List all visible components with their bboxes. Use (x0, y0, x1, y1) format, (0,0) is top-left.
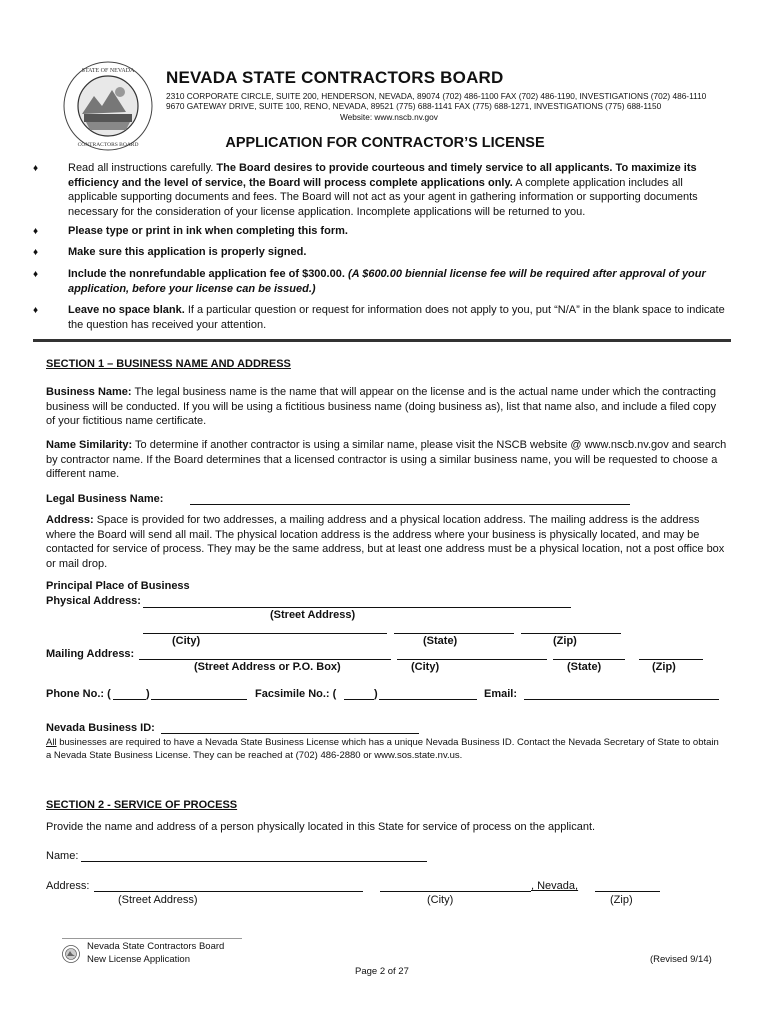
physical-address-label: Physical Address: (46, 595, 141, 607)
footer-org: Nevada State Contractors Board (87, 941, 225, 952)
bullet-5-bold: Leave no space blank. (68, 304, 185, 316)
mailing-address-label: Mailing Address: (46, 648, 135, 660)
note-all-underlined: All (46, 737, 57, 748)
physical-zip-line (521, 633, 621, 634)
fax-area-field[interactable] (345, 685, 373, 699)
mailing-zip-line (639, 659, 703, 660)
agent-zip-caption: (Zip) (610, 894, 633, 906)
mailing-zip-caption: (Zip) (652, 661, 676, 673)
legal-business-name-field[interactable] (192, 490, 628, 504)
mailing-state-caption: (State) (567, 661, 602, 673)
email-label: Email: (484, 688, 518, 700)
name-similarity-paragraph (46, 438, 728, 482)
agent-zip-line (595, 891, 660, 892)
footer-seal-icon (62, 945, 80, 963)
fax-label: Facsimile No.: ( (255, 688, 337, 700)
address-paragraph (46, 513, 728, 571)
bullet-signed (68, 245, 728, 260)
bullet-diamond-icon: ♦ (33, 226, 39, 237)
bullet-type-or-print (68, 224, 728, 239)
page-number: Page 2 of 27 (355, 966, 409, 977)
street-address-caption: (Street Address) (270, 609, 356, 621)
bullet-diamond-icon: ♦ (33, 269, 39, 280)
street-po-caption: (Street Address or P.O. Box) (194, 661, 341, 673)
physical-state-line (394, 633, 514, 634)
physical-city-field[interactable] (145, 619, 385, 633)
mailing-street-field[interactable] (141, 645, 389, 659)
website-link[interactable]: Website: www.nscb.nv.gov (340, 112, 438, 122)
bullet-3-text: Make sure this application is properly signed. (68, 246, 307, 258)
email-field[interactable] (526, 685, 717, 699)
mailing-state-field[interactable] (555, 645, 623, 659)
footer-form-name: New License Application (87, 954, 190, 965)
legal-business-name-line (190, 504, 630, 505)
name-similarity-text: To determine if another contractor is using a similar name, please visit the NSCB website @ www.nscb.nv.gov and search by contractor name. If the Board determines that a licensed contractor is using a similar business name, you will be requested to choose a different name. (46, 439, 727, 480)
reno-address: 9670 GATEWAY DRIVE, SUITE 100, RENO, NEVADA, 89521 (775) 688-1141 FAX (775) 688-1271, INVESTIGATIONS (775) 688-1150 (166, 101, 662, 111)
agent-street-caption: (Street Address) (118, 894, 198, 906)
bullet-no-blank (68, 303, 728, 332)
nevada-business-id-line (161, 733, 419, 734)
bullet-diamond-icon: ♦ (33, 247, 39, 258)
agent-street-field[interactable] (96, 877, 361, 891)
physical-street-field[interactable] (145, 593, 569, 607)
fax-area-line (344, 699, 374, 700)
agent-city-field[interactable] (382, 877, 529, 891)
physical-city-line (143, 633, 387, 634)
fax-paren: ) (374, 688, 378, 700)
agent-name-label: Name: (46, 850, 79, 862)
note-text: businesses are required to have a Nevada State Business License which has a unique Nevada Business ID. Contact the Nevada Secretary of State to obtain a Nevada State Business License. They can be reached at (702) 486-2880 or www.sos.state.nv.us. (46, 737, 719, 761)
physical-state-field[interactable] (396, 619, 512, 633)
city-caption: (City) (172, 635, 201, 647)
physical-street-line (143, 607, 571, 608)
agent-name-line (81, 861, 427, 862)
business-name-label: Business Name: (46, 386, 132, 398)
mailing-city-field[interactable] (399, 645, 545, 659)
bullet-1-bold: The Board desires to provide courteous and timely service to all applicants. To maximize its efficiency and the level of service, the Board will process complete applications only. (68, 162, 697, 189)
bullet-4-italic: (A $600.00 biennial license fee will be required after approval of your application, before your license can be issued.) (68, 268, 706, 295)
phone-area-line (113, 699, 146, 700)
agent-city-caption: (City) (427, 894, 454, 906)
section-2-heading: SECTION 2 - SERVICE OF PROCESS (46, 799, 238, 811)
phone-paren: ) (146, 688, 150, 700)
page-title: APPLICATION FOR CONTRACTOR’S LICENSE (225, 135, 545, 151)
nevada-label (531, 880, 578, 892)
footer-revised: (Revised 9/14) (650, 954, 712, 965)
address-label: Address: (46, 514, 94, 526)
nevada-business-id-field[interactable] (163, 719, 417, 733)
footer-divider (62, 938, 242, 939)
mailing-city-caption: (City) (411, 661, 440, 673)
bullet-2-text: Please type or print in ink when completing this form. (68, 225, 348, 237)
svg-text:CONTRACTORS BOARD: CONTRACTORS BOARD (77, 142, 139, 148)
mailing-city-line (397, 659, 547, 660)
agent-street-line (94, 891, 363, 892)
service-of-process-intro: Provide the name and address of a person physically located in this State for service of process on the applicant. (46, 821, 596, 833)
email-line (524, 699, 719, 700)
bullet-fee (68, 267, 728, 296)
fax-number-field[interactable] (380, 685, 476, 699)
agent-zip-field[interactable] (597, 877, 658, 891)
legal-business-name-label: Legal Business Name: (46, 493, 164, 505)
address-text: Space is provided for two addresses, a mailing address and a physical location address. The mailing address is the address where the Board will send all mail. The physical location address is the address where your business is physically located, and may be contacted for service of process. They may be the same address, but at least one address must be a physical location, not a post office box or mail drop. (46, 514, 725, 570)
mailing-state-line (553, 659, 625, 660)
org-name: NEVADA STATE CONTRACTORS BOARD (166, 68, 504, 87)
bullet-diamond-icon: ♦ (33, 305, 39, 316)
name-similarity-label: Name Similarity: (46, 439, 133, 451)
phone-number-field[interactable] (152, 685, 246, 699)
bullet-diamond-icon: ♦ (33, 163, 39, 174)
business-name-paragraph (46, 385, 726, 429)
state-caption: (State) (423, 635, 458, 647)
nevada-text: , Nevada, (531, 880, 579, 892)
henderson-address: 2310 CORPORATE CIRCLE, SUITE 200, HENDERSON, NEVADA, 89074 (702) 486-1100 FAX (702) 486-1190, INVESTIGATIONS (702) 486-1110 (166, 91, 707, 101)
agent-address-label: Address: (46, 880, 90, 892)
phone-number-line (151, 699, 247, 700)
bullet-1-text-2: A complete application includes all applicable supporting documents and fees. The Board will not act as your agent in gathering information or supporting documents necessary for the consideration of your license application. Incomplete applications will be returned to you. (68, 176, 698, 218)
phone-label: Phone No.: ( (46, 688, 111, 700)
svg-text:STATE OF NEVADA: STATE OF NEVADA (81, 68, 135, 74)
bullet-1-text: Read all instructions carefully. (68, 162, 217, 174)
business-name-text: The legal business name is the name that will appear on the license and is the actual name under which the contracting business will be conducted. If you will be using a fictitious business name (doing business as), list that name also, and include a filed copy of your fictitious name certificate. (46, 386, 717, 427)
section-1-heading: SECTION 1 – BUSINESS NAME AND ADDRESS (46, 358, 291, 370)
phone-area-field[interactable] (114, 685, 145, 699)
bullet-instructions (68, 161, 728, 219)
mailing-street-line (139, 659, 391, 660)
agent-name-field[interactable] (83, 847, 425, 861)
bullet-4-bold: Include the nonrefundable application fee of $300.00. (68, 268, 348, 280)
nevada-business-id-label: Nevada Business ID: (46, 722, 155, 734)
principal-place-label: Principal Place of Business (46, 580, 190, 592)
zip-caption: (Zip) (553, 635, 577, 647)
physical-zip-field[interactable] (523, 619, 619, 633)
agent-city-line (380, 891, 531, 892)
section-divider (33, 339, 731, 342)
bullet-5-text: If a particular question or request for information does not apply to you, put “N/A” in the blank space to indicate the question has received your attention. (68, 304, 725, 331)
mailing-zip-field[interactable] (641, 645, 701, 659)
fax-number-line (379, 699, 477, 700)
nevada-business-id-note (46, 737, 726, 762)
